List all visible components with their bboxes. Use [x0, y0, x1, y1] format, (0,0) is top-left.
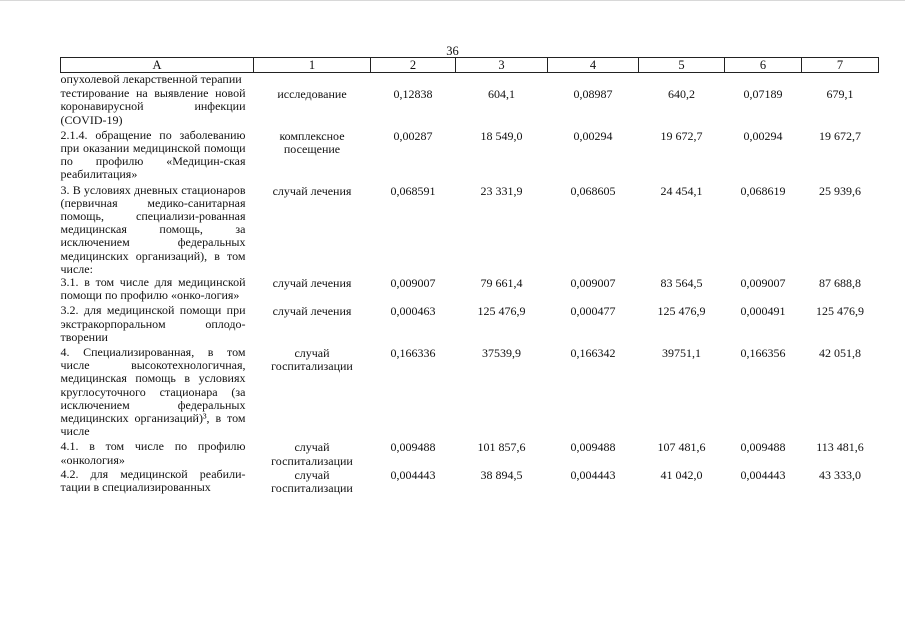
row-value-col-2: 0,000463: [390, 304, 436, 319]
row-value-col-5: 41 042,0: [660, 467, 703, 482]
row-value-col-2: 0,068591: [390, 183, 436, 198]
tariff-table: [60, 57, 879, 495]
row-value-col-6: 0,004443: [740, 467, 786, 482]
row-value-col-2: 0,166336: [390, 346, 436, 361]
row-value-col-2: 0,004443: [390, 467, 436, 482]
table-row: [61, 127, 879, 182]
row-value-col-4: 0,000477: [570, 304, 616, 319]
row-value-col-7: 42 051,8: [819, 346, 861, 361]
table-row: [61, 468, 879, 495]
row-value-col-7: 113 481,6: [816, 440, 864, 455]
row-value-col-3: 18 549,0: [480, 128, 523, 143]
row-value-col-3: 125 476,9: [477, 304, 526, 319]
row-unit: исследование: [277, 87, 347, 102]
column-header-4: 4: [548, 58, 639, 73]
row-unit: случай лечения: [272, 276, 352, 291]
row-value-col-3: 101 857,6: [477, 440, 526, 455]
table-row: [61, 344, 879, 438]
row-value-col-4: [548, 73, 639, 87]
row-value-col-6: 0,068619: [740, 183, 786, 198]
column-header-5: 5: [639, 58, 725, 73]
row-value-col-7: 25 939,6: [819, 183, 861, 198]
row-label: 3. В условиях дневных стационаров (первичная медико-санитарная помощь, специализи-рованная медицинская помощь, за исключением федеральных медицинских организаций), в том числе:: [60, 182, 246, 276]
row-value-col-3: 79 661,4: [480, 276, 523, 291]
page-number: 36: [446, 44, 459, 58]
row-unit: случай госпитализации: [271, 467, 353, 496]
row-value-col-3: 38 894,5: [480, 467, 523, 482]
row-value-col-3: 37539,9: [482, 346, 521, 361]
row-value-col-6: 0,00294: [743, 128, 783, 143]
column-header-7: 7: [802, 58, 879, 73]
table-row: [61, 86, 879, 127]
row-unit: случай госпитализации: [271, 440, 353, 468]
row-value-col-2: [371, 73, 456, 87]
row-label: 4.1. в том числе по профилю «онкология»: [60, 439, 246, 467]
table-row: [61, 276, 879, 302]
row-label: тестирование на выявление новой коронавирусной инфекции (COVID-19): [60, 86, 246, 127]
row-value-col-5: 24 454,1: [660, 183, 703, 198]
row-value-col-4: 0,009007: [570, 276, 616, 291]
row-label: 4.2. для медицинской реабили-тации в специализированных: [60, 466, 246, 495]
row-value-col-7: [802, 73, 879, 87]
row-value-col-4: 0,068605: [570, 183, 616, 198]
row-label: 3.2. для медицинской помощи при экстракорпоральном оплодо-творении: [60, 303, 246, 344]
row-value-col-4: 0,009488: [570, 440, 616, 455]
row-label: опухолевой лекарственной терапии: [60, 72, 242, 86]
row-value-col-5: [639, 73, 725, 87]
row-value-col-5: 19 672,7: [660, 128, 703, 143]
row-value-col-6: 0,07189: [743, 87, 783, 102]
row-value-col-7: 125 476,9: [816, 304, 864, 319]
column-header-3: 3: [456, 58, 548, 73]
row-value-col-7: 43 333,0: [819, 467, 861, 482]
row-value-col-2: 0,009007: [390, 276, 436, 291]
column-header-2: 2: [371, 58, 456, 73]
row-value-col-7: 19 672,7: [819, 128, 861, 143]
row-value-col-6: 0,009488: [740, 440, 786, 455]
row-value-col-4: 0,00294: [573, 128, 613, 143]
column-header-a: А: [61, 58, 254, 73]
table-row: [61, 302, 879, 344]
row-value-col-3: 604,1: [488, 87, 515, 102]
row-value-col-6: 0,166356: [740, 346, 786, 361]
row-unit: случай лечения: [272, 304, 352, 319]
row-value-col-5: 640,2: [668, 87, 695, 102]
row-label: 2.1.4. обращение по заболеванию при оказании медицинской помощи по профилю «Медицин-ская реабилитация»: [60, 127, 246, 182]
row-label: 4. Специализированная, в том числе высокотехнологичная, медицинская помощь в условиях круглосуточного стационара (за исключением федеральных медицинских организаций)³, в том числе: [60, 345, 246, 439]
table-row: [61, 438, 879, 467]
row-value-col-2: 0,12838: [393, 87, 433, 102]
row-value-col-2: 0,00287: [393, 128, 433, 143]
table-header-row: [61, 58, 879, 73]
row-value-col-6: 0,009007: [740, 276, 786, 291]
row-value-col-7: 87 688,8: [819, 276, 861, 291]
row-unit: случай госпитализации: [271, 346, 353, 374]
column-header-6: 6: [725, 58, 802, 73]
row-unit: случай лечения: [272, 183, 352, 198]
row-value-col-3: [456, 73, 548, 87]
table-row: [61, 182, 879, 276]
row-value-col-5: 83 564,5: [660, 276, 703, 291]
row-value-col-5: 107 481,6: [657, 440, 706, 455]
row-value-col-4: 0,08987: [573, 87, 613, 102]
column-header-1: 1: [254, 58, 371, 73]
row-label: 3.1. в том числе для медицинской помощи по профилю «онко-логия»: [60, 275, 246, 303]
row-value-col-5: 125 476,9: [657, 304, 706, 319]
row-value-col-2: 0,009488: [390, 440, 436, 455]
row-value-col-7: 679,1: [826, 87, 854, 102]
row-value-col-3: 23 331,9: [480, 183, 523, 198]
row-value-col-6: 0,000491: [740, 304, 786, 319]
row-unit: комплексное посещение: [279, 128, 345, 157]
table-row: [61, 73, 879, 87]
row-value-col-4: 0,004443: [570, 467, 616, 482]
scan-edge-line: [0, 0, 905, 1]
row-value-col-5: 39751,1: [662, 346, 701, 361]
row-value-col-6: [725, 73, 802, 87]
row-value-col-4: 0,166342: [570, 346, 616, 361]
row-unit: [254, 73, 371, 87]
